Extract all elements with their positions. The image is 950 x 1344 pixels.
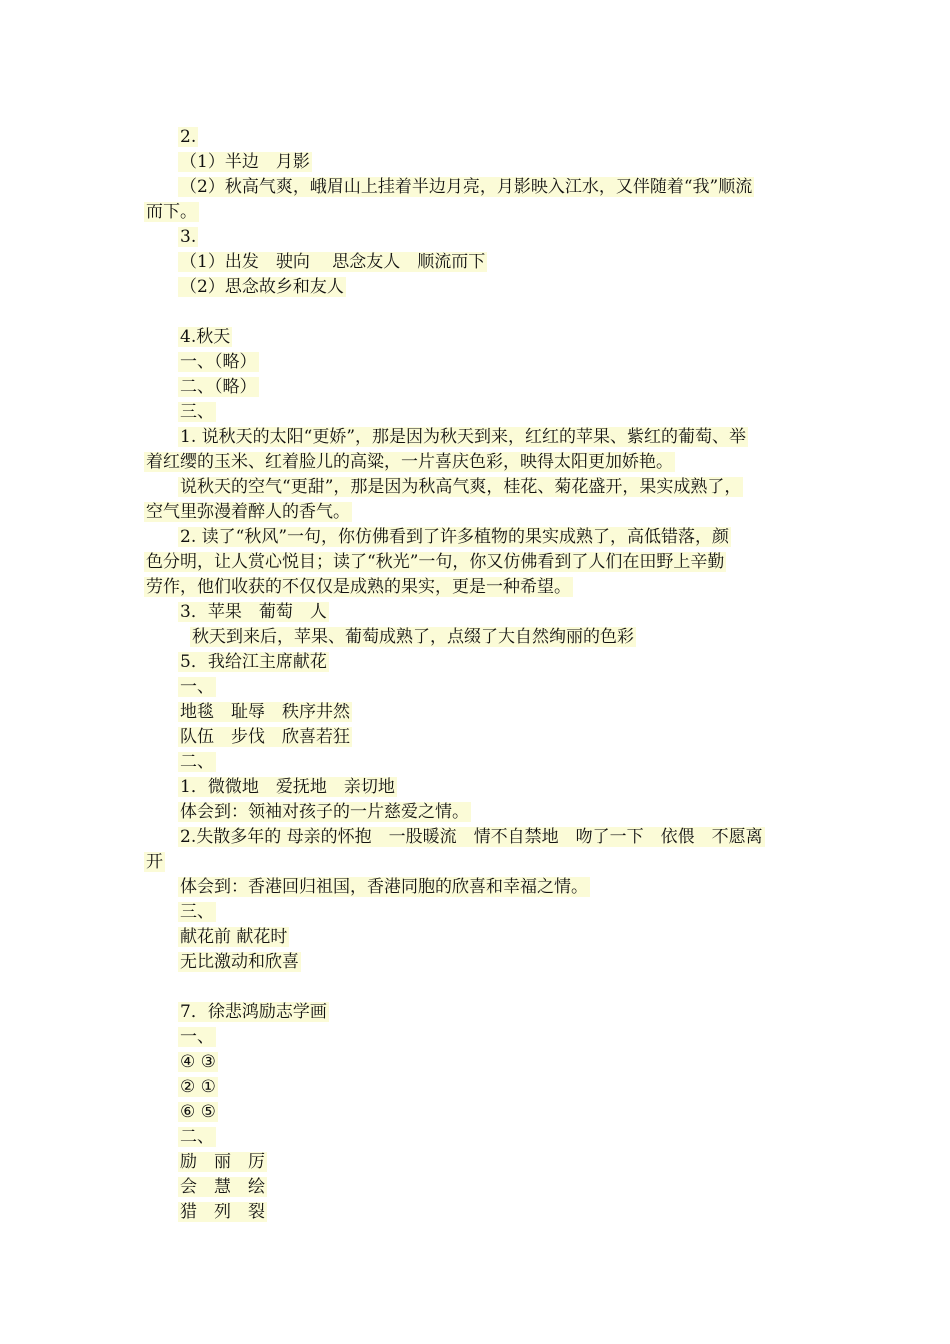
text-line: 会 慧 绘 <box>180 1177 265 1197</box>
text-line: 空气里弥漫着醉人的香气。 <box>146 502 350 522</box>
text-line: （2）秋高气爽，峨眉山上挂着半边月亮，月影映入江水，又伴随着“我”顺流 <box>180 177 753 197</box>
text-line: 1．微微地 爱抚地 亲切地 <box>180 777 395 797</box>
text-line: （1）半边 月影 <box>180 152 310 172</box>
text-line: 一、（略） <box>180 352 257 372</box>
text-line: 2. <box>180 127 197 147</box>
text-line: 献花前 献花时 <box>180 927 288 947</box>
text-line: 2.失散多年的 母亲的怀抱 一股暖流 情不自禁地 吻了一下 依偎 不愿离 <box>180 827 763 847</box>
text-line: 说秋天的空气“更甜”，那是因为秋高气爽，桂花、菊花盛开，果实成熟了， <box>180 477 742 497</box>
text-line: 三、 <box>180 902 214 922</box>
section-heading: 4.秋天 <box>180 327 231 347</box>
text-line: 无比激动和欣喜 <box>180 952 299 972</box>
text-line: 2. 读了“秋风”一句，你仿佛看到了许多植物的果实成熟了，高低错落，颜 <box>180 527 730 547</box>
text-line: 猎 列 裂 <box>180 1202 265 1222</box>
text-line: 体会到：香港回归祖国，香港同胞的欣喜和幸福之情。 <box>180 877 588 897</box>
text-line: 3. <box>180 227 197 247</box>
text-line: 励 丽 厉 <box>180 1152 265 1172</box>
text-line: 队伍 步伐 欣喜若狂 <box>180 727 350 747</box>
text-line: 二、 <box>180 1127 214 1147</box>
section-heading: 5．我给江主席献花 <box>180 652 327 672</box>
text-line: 3．苹果 葡萄 人 <box>180 602 327 622</box>
text-line: ④ ③ <box>180 1052 216 1072</box>
text-line: （2）思念故乡和友人 <box>180 277 344 297</box>
text-line: 1. 说秋天的太阳“更娇”，那是因为秋天到来，红红的苹果、紫红的葡萄、举 <box>180 427 747 447</box>
text-line: 地毯 耻辱 秩序井然 <box>180 702 350 722</box>
text-line: ② ① <box>180 1077 216 1097</box>
text-line: 体会到：领袖对孩子的一片慈爱之情。 <box>180 802 469 822</box>
text-line: （1）出发 驶向 思念友人 顺流而下 <box>180 252 486 272</box>
text-line: 劳作，他们收获的不仅仅是成熟的果实，更是一种希望。 <box>146 577 571 597</box>
text-line: 秋天到来后，苹果、葡萄成熟了，点缀了大自然绚丽的色彩 <box>192 627 634 647</box>
text-line: 而下。 <box>146 202 197 222</box>
text-line: 一、 <box>180 677 214 697</box>
text-line: 色分明，让人赏心悦目；读了“秋光”一句，你又仿佛看到了人们在田野上辛勤 <box>146 552 725 572</box>
text-line: 着红缨的玉米、红着脸儿的高粱，一片喜庆色彩，映得太阳更加娇艳。 <box>146 452 673 472</box>
text-line: 二、 <box>180 752 214 772</box>
text-line: 二、（略） <box>180 377 257 397</box>
text-line: 开 <box>146 852 163 872</box>
text-line: ⑥ ⑤ <box>180 1102 216 1122</box>
text-line: 一、 <box>180 1027 214 1047</box>
text-line: 三、 <box>180 402 214 422</box>
section-heading: 7．徐悲鸿励志学画 <box>180 1002 327 1022</box>
